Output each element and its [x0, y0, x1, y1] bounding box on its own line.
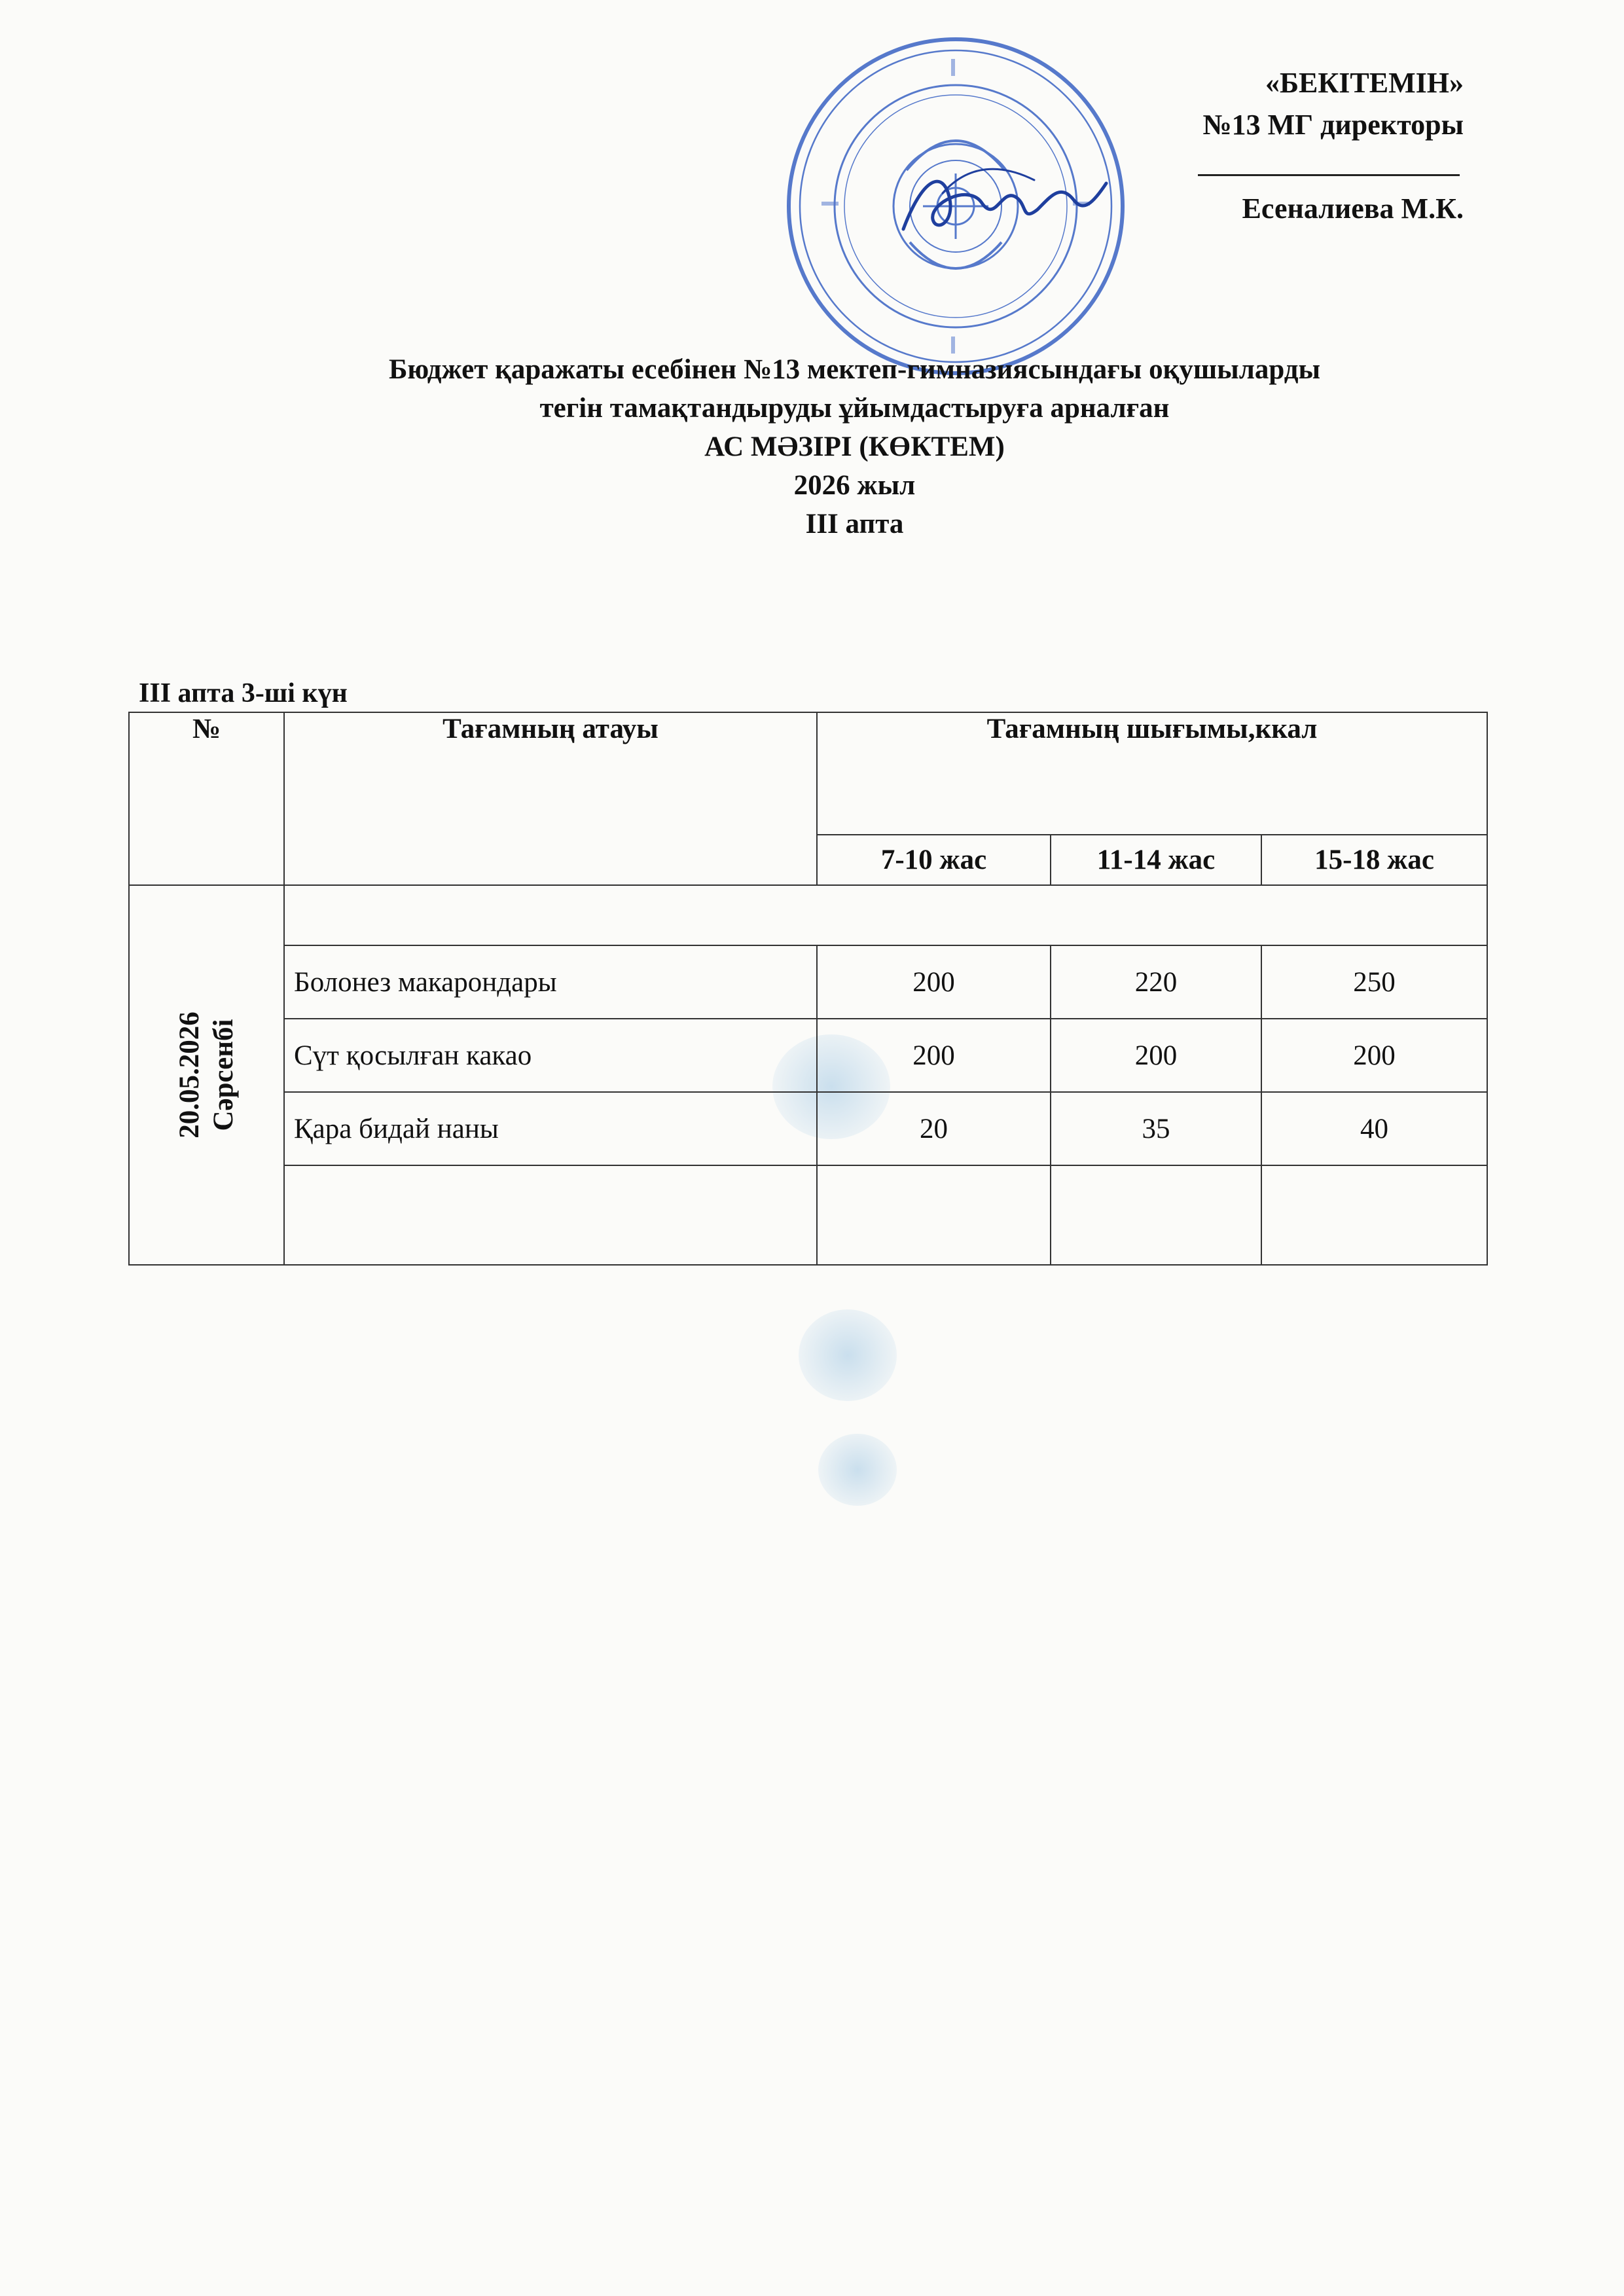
approval-signer-name: Есеналиева М.К. [1242, 192, 1464, 225]
empty-cell [284, 885, 1487, 945]
scan-blot [799, 1309, 897, 1401]
title-line-3: АС МӘЗІРІ (КӨКТЕМ) [704, 431, 1005, 462]
dish-name: Қара бидай наны [284, 1092, 817, 1165]
table-row [129, 1165, 1487, 1265]
header-age-group: 7-10 жас [817, 835, 1051, 885]
approval-position: №13 МГ директоры [1202, 109, 1464, 141]
dish-yield: 250 [1261, 945, 1487, 1019]
title-line-2: тегін тамақтандыруды ұйымдастыруға арналған [539, 393, 1170, 424]
table-header-row [129, 712, 1487, 835]
approval-signer [1097, 146, 1464, 230]
table-row [129, 885, 1487, 945]
approval-block [1097, 62, 1464, 230]
empty-cell [1261, 1165, 1487, 1265]
table-row [129, 945, 1487, 1019]
date-value: 20.05.2026 [173, 1011, 205, 1139]
dish-yield: 200 [817, 945, 1051, 1019]
date-label [173, 1011, 241, 1139]
approval-heading: «БЕКІТЕМІН» [1265, 67, 1464, 99]
empty-cell [1051, 1165, 1261, 1265]
director-signature [897, 157, 1113, 249]
title-line-1: Бюджет қаражаты есебінен №13 мектеп-гимназиясындағы оқушыларды [388, 354, 1321, 385]
table-row [129, 1019, 1487, 1092]
dish-name: Сүт қосылған какао [284, 1019, 817, 1092]
empty-cell [284, 1165, 817, 1265]
empty-cell [817, 1165, 1051, 1265]
dish-yield: 35 [1051, 1092, 1261, 1165]
header-number: № [129, 712, 284, 885]
dish-name: Болонез макарондары [284, 945, 817, 1019]
dish-yield: 200 [817, 1019, 1051, 1092]
day-caption: III апта 3-ші күн [139, 678, 348, 708]
header-age-group: 15-18 жас [1261, 835, 1487, 885]
title-line-4: 2026 жыл [793, 470, 916, 501]
header-yield: Тағамның шығымы,ккал [817, 712, 1487, 835]
dish-yield: 200 [1261, 1019, 1487, 1092]
header-age-group: 11-14 жас [1051, 835, 1261, 885]
dish-yield: 200 [1051, 1019, 1261, 1092]
dish-yield: 40 [1261, 1092, 1487, 1165]
header-dish-name: Тағамның атауы [284, 712, 817, 885]
title-line-5: III апта [805, 509, 904, 539]
dish-yield: 220 [1051, 945, 1261, 1019]
dish-yield: 20 [817, 1092, 1051, 1165]
scan-blot [818, 1434, 897, 1506]
document-title [0, 350, 1624, 543]
weekday-value: Сәрсенбі [208, 1019, 239, 1131]
menu-table [128, 712, 1488, 1266]
table-row [129, 1092, 1487, 1165]
date-cell [129, 885, 284, 1265]
signature-line [1198, 174, 1460, 176]
